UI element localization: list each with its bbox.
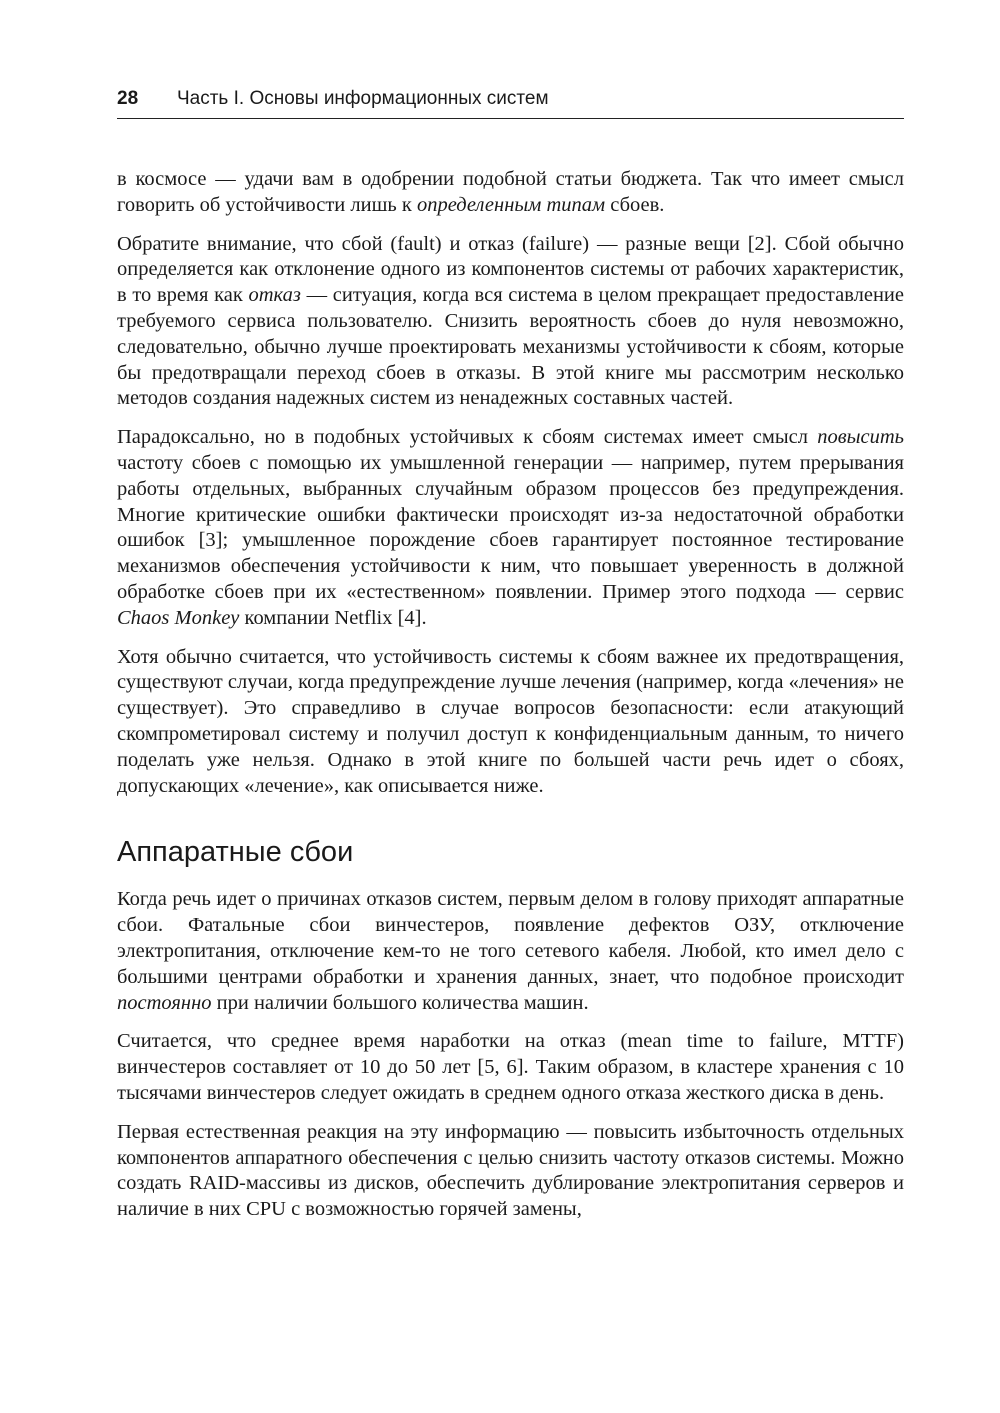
- paragraph-3-text-b: частоту сбоев с помощью их умышленной генерации — например, путем прерывания работы отдельных, выбранных случайным образом процессов без предупреждения. Многие критические ошибки фактически происходят из-за недостаточной обработки ошибок [3]; умышленное порождение сбоев гарантирует постоянное тестирование механизмов обеспечения устойчивости к ним, что повышает уверенность в должной обработке сбоев при их «естественном» появлении. Пример этого подхода — сервис: [117, 451, 904, 603]
- paragraph-2-emphasis: отказ: [248, 284, 301, 307]
- paragraph-5-text-a: Когда речь идет о причинах отказов систем, первым делом в голову приходят аппаратные сбои. Фатальные сбои винчестеров, появление дефектов ОЗУ, отключение электропитания, отключение кем-то не того сетевого кабеля. Любой, кто имел дело с большими центрами обработки и хранения данных, знает, что подобное происходит: [117, 888, 904, 988]
- paragraph-2-text-b: — ситуация, когда вся система в целом прекращает предоставление требуемого сервиса пользователю. Снизить вероятность сбоев до нуля невозможно, следовательно, обычно лучше проектировать механизмы устойчивости к сбоям, которые бы предотвращали переход сбоев в отказы. В этой книге мы рассмотрим несколько методов создания надежных систем из ненадежных составных частей.: [117, 284, 905, 410]
- paragraph-3-text-c: компании Netflix [4].: [239, 606, 427, 629]
- paragraph-5-text-b: при наличии большого количества машин.: [211, 991, 589, 1014]
- running-head: [117, 84, 904, 119]
- paragraph-1-text-a: в космосе — удачи вам в одобрении подобной статьи бюджета. Так что имеет смысл говорить об устойчивости лишь к: [117, 168, 904, 216]
- paragraph-4: Хотя обычно считается, что устойчивость системы к сбоям важнее их предотвращения, существуют случаи, когда предупреждение лучше лечения (например, когда «лечения» не существует). Это справедливо в случае вопросов безопасности: если атакующий скомпрометировал систему и получил доступ к конфиденциальным данным, то ничего поделать уже нельзя. Однако в этой книге по большей части речь идет о сбоях, допускающих «лечение», как описывается ниже.: [117, 645, 904, 797]
- paragraph-2-text-a: Обратите внимание, что сбой (fault) и отказ (failure) — разные вещи [2]. Сбой обычно определяется как отклонение одного из компонентов системы от рабочих характеристик, в то время как: [117, 232, 904, 307]
- paragraph-2: [117, 232, 904, 413]
- paragraph-3-emphasis-2: Chaos Monkey: [117, 606, 240, 629]
- paragraph-3-text-a: Парадоксально, но в подобных устойчивых к сбоям системах имеет смысл: [117, 426, 818, 449]
- body-text: [117, 167, 904, 1236]
- page-number: 28: [117, 88, 139, 109]
- paragraph-1-emphasis: определенным типам: [416, 193, 606, 216]
- paragraph-3-emphasis-1: повысить: [817, 426, 904, 449]
- paragraph-3: [117, 425, 904, 631]
- section-heading: Аппаратные сбои: [117, 836, 354, 869]
- paragraph-5-emphasis: постоянно: [117, 991, 212, 1014]
- paragraph-6: Считается, что среднее время наработки на отказ (mean time to failure, MTTF) винчестеров составляет от 10 до 50 лет [5, 6]. Таким образом, в кластере хранения с 10 тысячами винчестеров следует ожидать в среднем одного отказа жесткого диска в день.: [117, 1030, 904, 1104]
- paragraph-1-text-b: сбоев.: [605, 193, 665, 216]
- paragraph-5: [117, 887, 904, 1016]
- paragraph-7: Первая естественная реакция на эту информацию — повысить избыточность отдельных компонентов аппаратного обеспечения с целью снизить частоту отказов системы. Можно создать RAID-массивы из дисков, обеспечить дублирование электропитания серверов и наличие в них CPU с возможностью горячей замены,: [117, 1120, 904, 1221]
- running-title: Часть I. Основы информационных систем: [177, 88, 549, 109]
- paragraph-1: [117, 167, 904, 219]
